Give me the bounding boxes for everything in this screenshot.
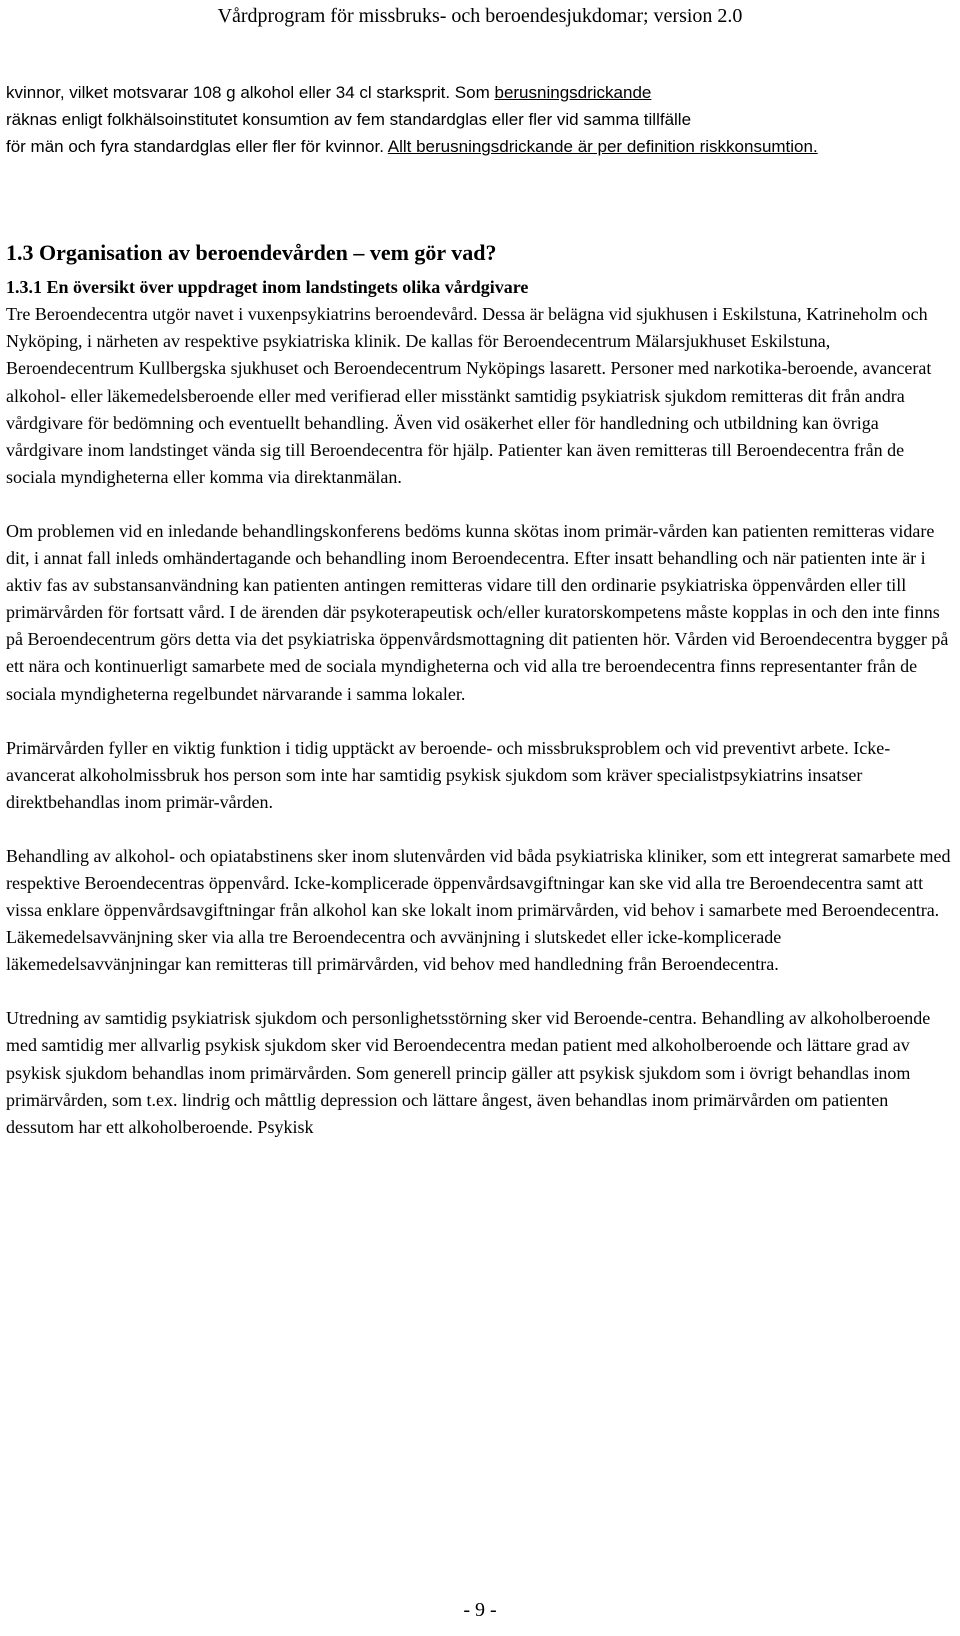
paragraph-beroendecentra: Tre Beroendecentra utgör navet i vuxenpsykiatrins beroendevård. Dessa är belägna vid sjukhusen i Eskilstuna, Katrineholm och Nyköping, i närheten av respektive psykiatriska klinik. De kallas för Beroendecentrum Mälarsjukhuset Eskilstuna, Beroendecentrum Kullbergska sjukhuset och Beroendecentrum Nyköpings lasarett. Personer med narkotika-beroende, avancerat alkohol- eller läkemedelsberoende eller med verifierad eller misstänkt samtidig psykiatrisk sjukdom remitteras dit från andra vårdgivare för bedömning och eventuellt behandling. Även vid osäkerhet eller för handledning och utbildning kan övriga vårdgivare inom landstinget vända sig till Beroendecentra för hjälp. Patienter kan även remitteras till Beroendecentra från de sociala myndigheterna eller komma via direktanmälan. [6, 304, 932, 487]
running-header: Vårdprogram för missbruks- och beroendesjukdomar; version 2.0 [217, 5, 743, 27]
intro-line-1-text: kvinnor, vilket motsvarar 108 g alkohol eller 34 cl starksprit. Som [6, 83, 495, 102]
paragraph-primarvarden: Primärvården fyller en viktig funktion i tidig upptäckt av beroende- och missbruksproblem och vid preventivt arbete. Icke-avancerat alkoholmissbruk hos person som inte har samtidig psykisk sjukdom som kräver specialistpsykiatrins insatser direktbehandlas inom primär-vården. [6, 737, 891, 812]
paragraph-abstinens: Behandling av alkohol- och opiatabstinens sker inom slutenvården vid båda psykiatriska kliniker, som ett integrerat samarbete med respektive Beroendecentras öppenvård. Icke-komplicerade öppenvårdsavgiftningar kan ske vid alla tre Beroendecentra samt att vissa enklare öppenvårdsavgiftningar från alkohol kan ske lokalt inom primärvården, vid behov i samarbete med Beroendecentra. Läkemedelsavvänjning sker via alla tre Beroendecentra och avvänjning i slutskedet eller icke-komplicerade läkemedelsavvänjningar kan remitteras till primärvården, vid behov med handledning från Beroendecentra. [6, 845, 951, 975]
subsection-heading: 1.3.1 En översikt över uppdraget inom landstingets olika vårdgivare [6, 277, 529, 298]
paragraph-behandlingskonferens: Om problemen vid en inledande behandlingskonferens bedöms kunna skötas inom primär-vården kan patienten remitteras vidare dit, i annat fall inleds omhändertagande och behandling inom Beroendecentra. Efter insatt behandling och när patienten inte är i aktiv fas av substansanvändning kan patienten antingen remitteras vidare till den ordinarie psykiatriska öppenvården eller till primärvården för fortsatt vård. I de ärenden där psykoterapeutisk och/eller kuratorskompetens måste kopplas in och den inte finns på Beroendecentrum görs detta via det psykiatriska öppenvårdsmottagning dit patienten hör. Vården vid Beroendecentra bygger på ett nära och kontinuerligt samarbete med de sociala myndigheterna och vid alla tre beroendecentra finns representanter från de sociala myndigheterna regelbundet närvarande i samma lokaler. [6, 520, 949, 704]
section-heading: 1.3 Organisation av beroendevården – vem gör vad? [6, 240, 497, 266]
page-body [6, 83, 958, 1141]
intro-line-2: räknas enligt folkhälsoinstitutet konsumtion av fem standardglas eller fler vid samma tillfälle [6, 110, 692, 130]
page-number: - 9 - [463, 1599, 497, 1621]
intro-block [6, 79, 958, 160]
intro-line-3 [6, 133, 958, 160]
paragraph-utredning: Utredning av samtidig psykiatrisk sjukdom och personlighetsstörning sker vid Beroende-centra. Behandling av alkoholberoende med samtidig mer allvarlig psykisk sjukdom sker vid Beroendecentra medan patient med alkoholberoende och lättare grad av psykisk sjukdom behandlas inom primärvården. Som generell princip gäller att psykisk sjukdom som i övrigt behandlas inom primärvården, som t.ex. lindrig och måttlig depression och lättare ångest, även behandlas inom primärvården om patienten dessutom har ett alkoholberoende. Psykisk [6, 1008, 931, 1137]
definition-sentence: Allt berusningsdrickande är per definition riskkonsumtion. [387, 137, 818, 157]
term-berusningsdrickande: berusningsdrickande [494, 83, 652, 102]
intro-line-1 [6, 79, 958, 106]
intro-line-3-text: för män och fyra standardglas eller fler för kvinnor. [6, 137, 388, 157]
